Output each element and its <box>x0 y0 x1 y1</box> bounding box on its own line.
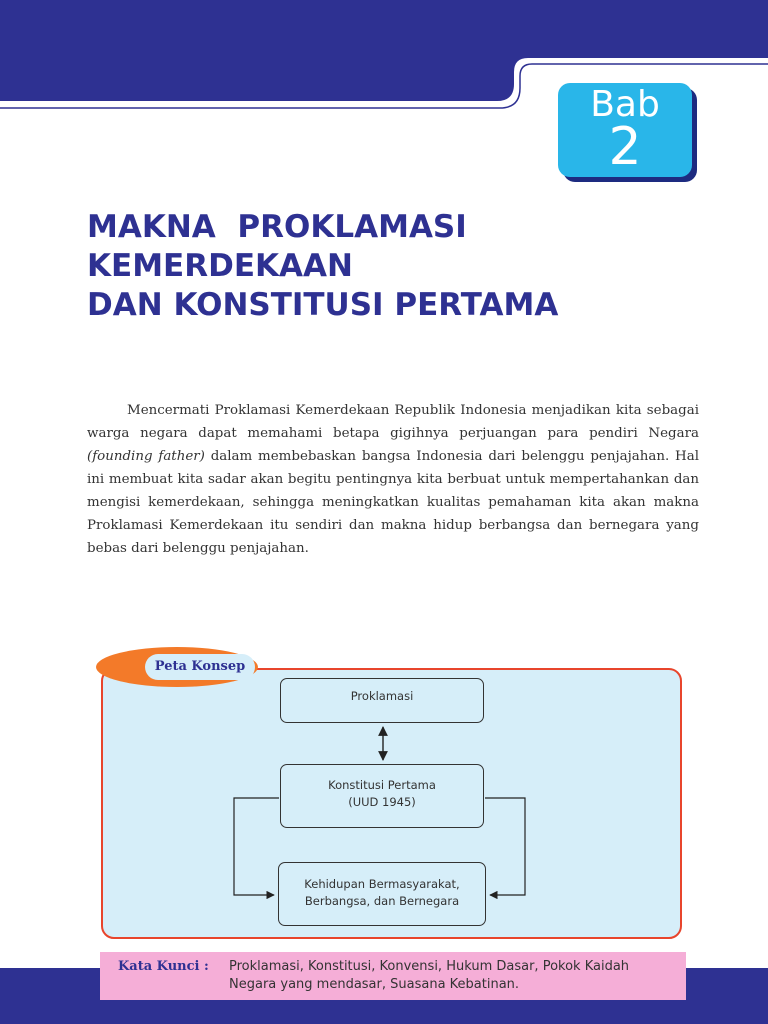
intro-paragraph <box>87 399 699 560</box>
keywords-box <box>100 952 686 1000</box>
intro-text: Mencermati Proklamasi Kemerdekaan Republik Indonesia menjadikan kita sebagai warga negara dapat memahami betapa gigihnya perjuangan para pendiri Negara <box>87 403 699 441</box>
chapter-badge <box>558 83 692 177</box>
concept-node-text: Kehidupan Bermasyarakat, <box>304 877 460 891</box>
intro-italic-term: (founding father) <box>87 449 205 464</box>
concept-node-konstitusi <box>280 764 484 828</box>
chapter-title <box>87 208 647 325</box>
chapter-number: 2 <box>608 117 642 177</box>
chapter-title-line: MAKNA PROKLAMASI <box>87 209 467 245</box>
concept-node-text: Proklamasi <box>350 689 414 703</box>
concept-node-kehidupan <box>278 862 486 926</box>
concept-node-text: Konstitusi Pertama <box>328 778 436 792</box>
chapter-title-line: KEMERDEKAAN <box>87 248 353 284</box>
keywords-label: Kata Kunci : <box>118 959 209 974</box>
concept-node-proklamasi <box>280 678 484 723</box>
keywords-text: Proklamasi, Konstitusi, Konvensi, Hukum Dasar, Pokok Kaidah Negara yang mendasar, Suasana Kebatinan. <box>229 959 630 992</box>
concept-map-label: Peta Konsep <box>145 654 255 680</box>
concept-node-text: (UUD 1945) <box>348 795 416 809</box>
concept-node-text: Berbangsa, dan Bernegara <box>304 894 460 908</box>
intro-text: dalam membebaskan bangsa Indonesia dari belenggu penjajahan. Hal ini membuat kita sadar akan begitu pentingnya kita berbuat untuk mempertahankan dan mengisi kemerdekaan, sehingga meningkatkan kualitas pemahaman kita akan makna Proklamasi Kemerdekaan itu sendiri dan makna hidup berbangsa dan bernegara yang bebas dari belenggu penjajahan. <box>87 449 699 556</box>
chapter-word: Bab <box>590 84 660 125</box>
chapter-title-line: DAN KONSTITUSI PERTAMA <box>87 287 559 323</box>
